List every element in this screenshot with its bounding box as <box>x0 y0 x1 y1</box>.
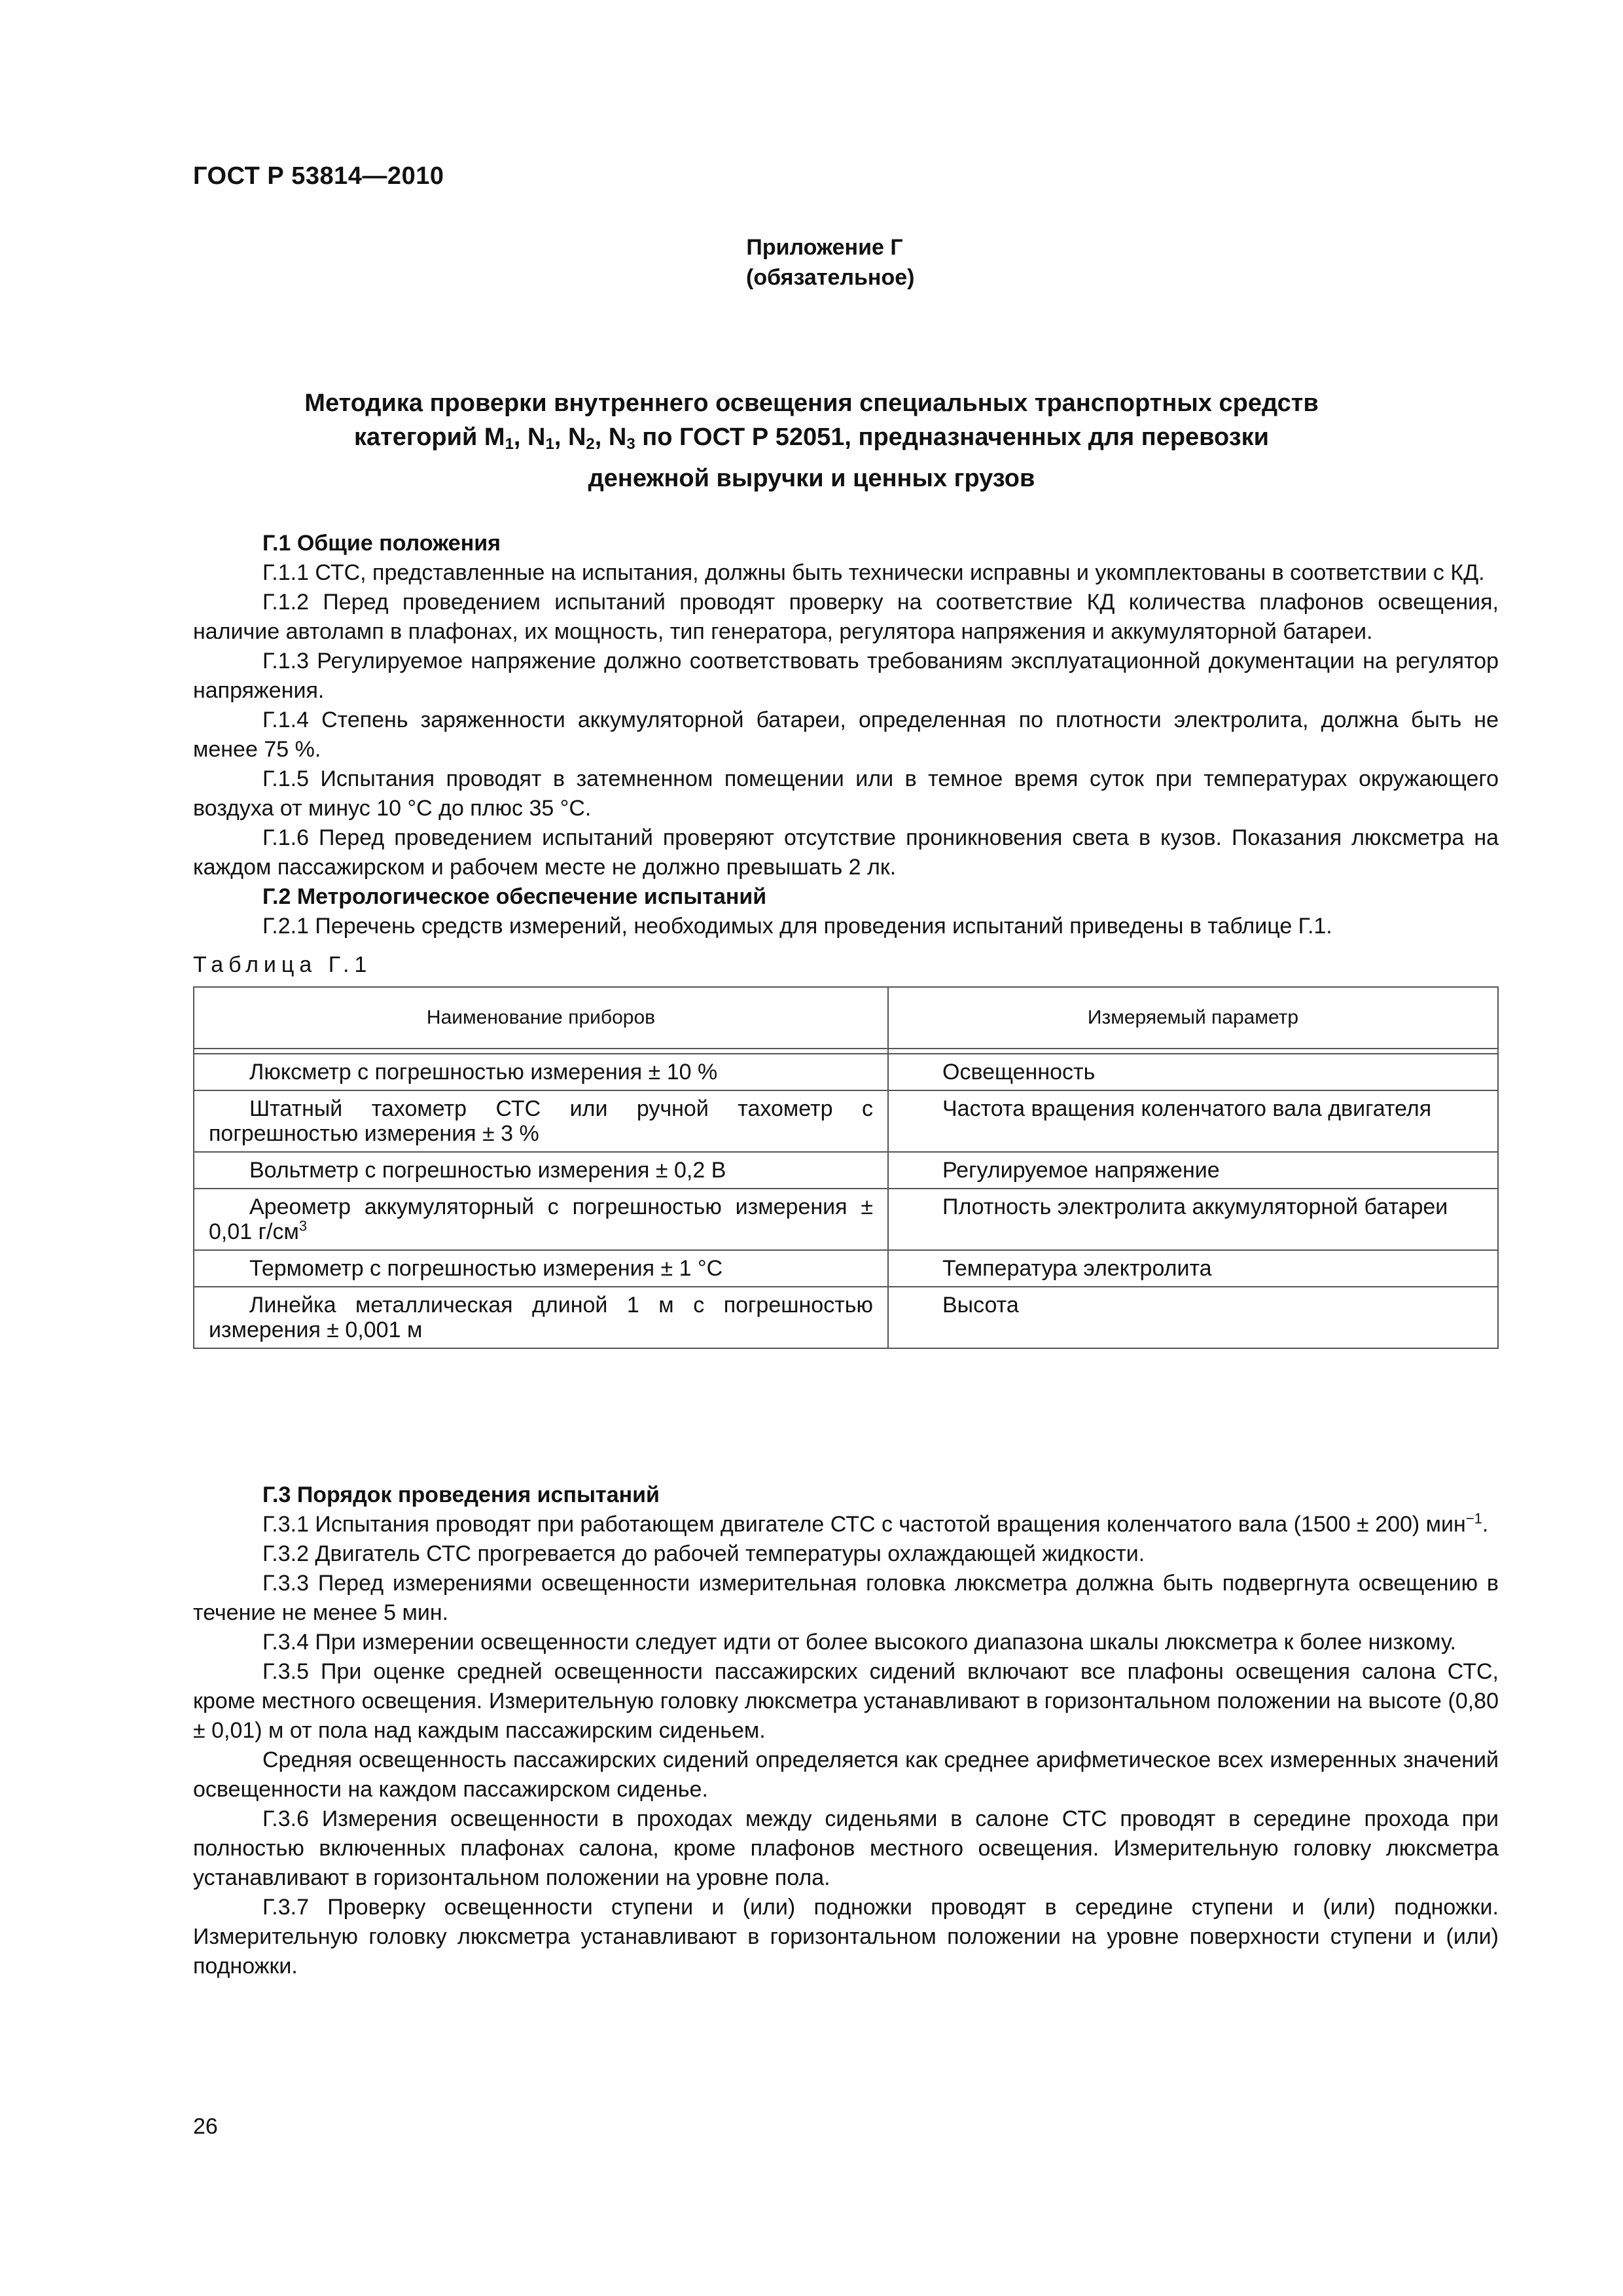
paragraph-g1-3: Г.1.3 Регулируемое напряжение должно соответствовать требованиям эксплуатационной документации на регулятор напряжения. <box>193 649 1499 703</box>
paragraph-g3-4: Г.3.4 При измерении освещенности следует идти от более высокого диапазона шкалы люксметра к более низкому. <box>262 1630 1456 1655</box>
appendix-heading <box>746 232 915 293</box>
paragraph-g1-4: Г.1.4 Степень заряженности аккумуляторной батареи, определенная по плотности электролита, должна быть не менее 75 %. <box>193 708 1499 762</box>
title-text: , N <box>594 423 627 451</box>
title-text: по ГОСТ Р 52051, предназначенных для перевозки <box>635 423 1270 451</box>
unit-superscript: −1 <box>1465 1510 1482 1527</box>
table-cell-instrument: Люксметр с погрешностью измерения ± 10 % <box>194 1054 888 1090</box>
table-header-separator <box>194 1049 1498 1054</box>
section-g3 <box>193 1480 1499 1981</box>
paragraph-text: Г.3.1 Испытания проводят при работающем двигателе СТС с частотой вращения коленчатого вала (1500 ± 200) мин <box>262 1512 1466 1537</box>
table-row <box>194 1189 1498 1250</box>
table-cell-instrument: Термометр с погрешностью измерения ± 1 °С <box>194 1250 888 1287</box>
paragraph-g1-2: Г.1.2 Перед проведением испытаний проводят проверку на соответствие КД количества плафонов освещения, наличие автоламп в плафонах, их мощность, тип генератора, регулятора напряжения и аккумуляторной батареи. <box>193 590 1499 644</box>
title-subscript: 1 <box>505 435 514 453</box>
table-row <box>194 1054 1498 1090</box>
table-header-cell: Измеряемый параметр <box>888 987 1498 1049</box>
table-cell-instrument: Вольтметр с погрешностью измерения ± 0,2 В <box>194 1152 888 1189</box>
table-cell-instrument: Линейка металлическая длиной 1 м с погрешностью измерения ± 0,001 м <box>194 1287 888 1348</box>
document-code: ГОСТ Р 53814—2010 <box>193 162 444 190</box>
title-line-2 <box>216 420 1407 461</box>
section-heading-g1: Г.1 Общие положения <box>262 531 501 556</box>
paragraph-g3-6: Г.3.6 Измерения освещенности в проходах между сиденьями в салоне СТС проводят в середине прохода при полностью включенных плафонах салона, кроме плафонов местного освещения. Измерительную головку люксметра устанавливают в горизонтальном положении на уровне пола. <box>193 1806 1499 1890</box>
title-text: , N <box>554 423 586 451</box>
table-cell-parameter: Регулируемое напряжение <box>888 1152 1498 1189</box>
appendix-title: Приложение Г <box>746 235 903 260</box>
table-cell-parameter: Плотность электролита аккумуляторной батареи <box>888 1189 1498 1250</box>
appendix-status: (обязательное) <box>746 265 915 290</box>
table-label: Таблица Г.1 <box>193 952 372 977</box>
paragraph-g3-3: Г.3.3 Перед измерениями освещенности измерительная головка люксметра должна быть подвергнута освещению в течение не менее 5 мин. <box>193 1571 1499 1625</box>
title-line-1: Методика проверки внутреннего освещения специальных транспортных средств <box>304 389 1319 417</box>
paragraph-g2-1: Г.2.1 Перечень средств измерений, необходимых для проведения испытаний приведены в таблице Г.1. <box>262 914 1332 939</box>
title-text: категорий М <box>353 423 505 451</box>
table-cell-parameter: Температура электролита <box>888 1250 1498 1287</box>
section-heading-g2: Г.2 Метрологическое обеспечение испытаний <box>262 884 767 909</box>
table-cell-instrument <box>194 1189 888 1250</box>
table-cell-parameter: Высота <box>888 1287 1498 1348</box>
paragraph-g1-5: Г.1.5 Испытания проводят в затемненном помещении или в темное время суток при температурах окружающего воздуха от минус 10 °С до плюс 35 °С. <box>193 766 1499 821</box>
paragraph-g3-7: Г.3.7 Проверку освещенности ступени и (или) подножки проводят в середине ступени и (или) подножки. Измерительную головку люксметра устанавливают в горизонтальном положении на уровне поверхности ступени и (или) подножки. <box>193 1895 1499 1979</box>
paragraph-g3-5-note: Средняя освещенность пассажирских сидений определяется как среднее арифметическое всех измеренных значений освещенности на каждом пассажирском сиденье. <box>193 1748 1499 1802</box>
instrument-text: Ареометр аккумуляторный с погрешностью измерения ± 0,01 г/см <box>209 1194 873 1244</box>
paragraph-g3-1 <box>193 1510 1499 1539</box>
unit-superscript: 3 <box>298 1217 308 1234</box>
appendix-main-title <box>216 386 1407 495</box>
table-row <box>194 1287 1498 1348</box>
title-text: , N <box>513 423 546 451</box>
page-number: 26 <box>193 2114 218 2139</box>
paragraph-g3-2: Г.3.2 Двигатель СТС прогревается до рабочей температуры охлаждающей жидкости. <box>262 1541 1145 1566</box>
paragraph-g1-6: Г.1.6 Перед проведением испытаний проверяют отсутствие проникновения света в кузов. Показания люксметра на каждом пассажирском и рабочем месте не должно превышать 2 лк. <box>193 825 1499 880</box>
table-header-row <box>194 987 1498 1049</box>
instruments-table <box>193 986 1499 1349</box>
paragraph-g1-1: Г.1.1 СТС, представленные на испытания, должны быть технически исправны и укомплектованы в соответствии с КД. <box>262 560 1485 585</box>
table-row <box>194 1152 1498 1189</box>
title-subscript: 1 <box>545 435 554 453</box>
table-cell-instrument: Штатный тахометр СТС или ручной тахометр с погрешностью измерения ± 3 % <box>194 1090 888 1152</box>
section-g1-g2 <box>193 529 1499 1349</box>
paragraph-g3-5: Г.3.5 При оценке средней освещенности пассажирских сидений включают все плафоны освещения салона СТС, кроме местного освещения. Измерительную головку люксметра устанавливают в горизонтальном положении на высоте (0,80 ± 0,01) м от пола над каждым пассажирским сиденьем. <box>193 1659 1499 1743</box>
title-line-3: денежной выручки и ценных грузов <box>588 465 1035 492</box>
title-subscript: 2 <box>586 435 595 453</box>
table-header-cell: Наименование приборов <box>194 987 888 1049</box>
table-cell-parameter: Освещенность <box>888 1054 1498 1090</box>
section-heading-g3: Г.3 Порядок проведения испытаний <box>262 1482 660 1507</box>
table-cell-parameter: Частота вращения коленчатого вала двигателя <box>888 1090 1498 1152</box>
table-row <box>194 1090 1498 1152</box>
paragraph-text: . <box>1482 1512 1489 1537</box>
title-subscript: 3 <box>626 435 635 453</box>
table-row <box>194 1250 1498 1287</box>
